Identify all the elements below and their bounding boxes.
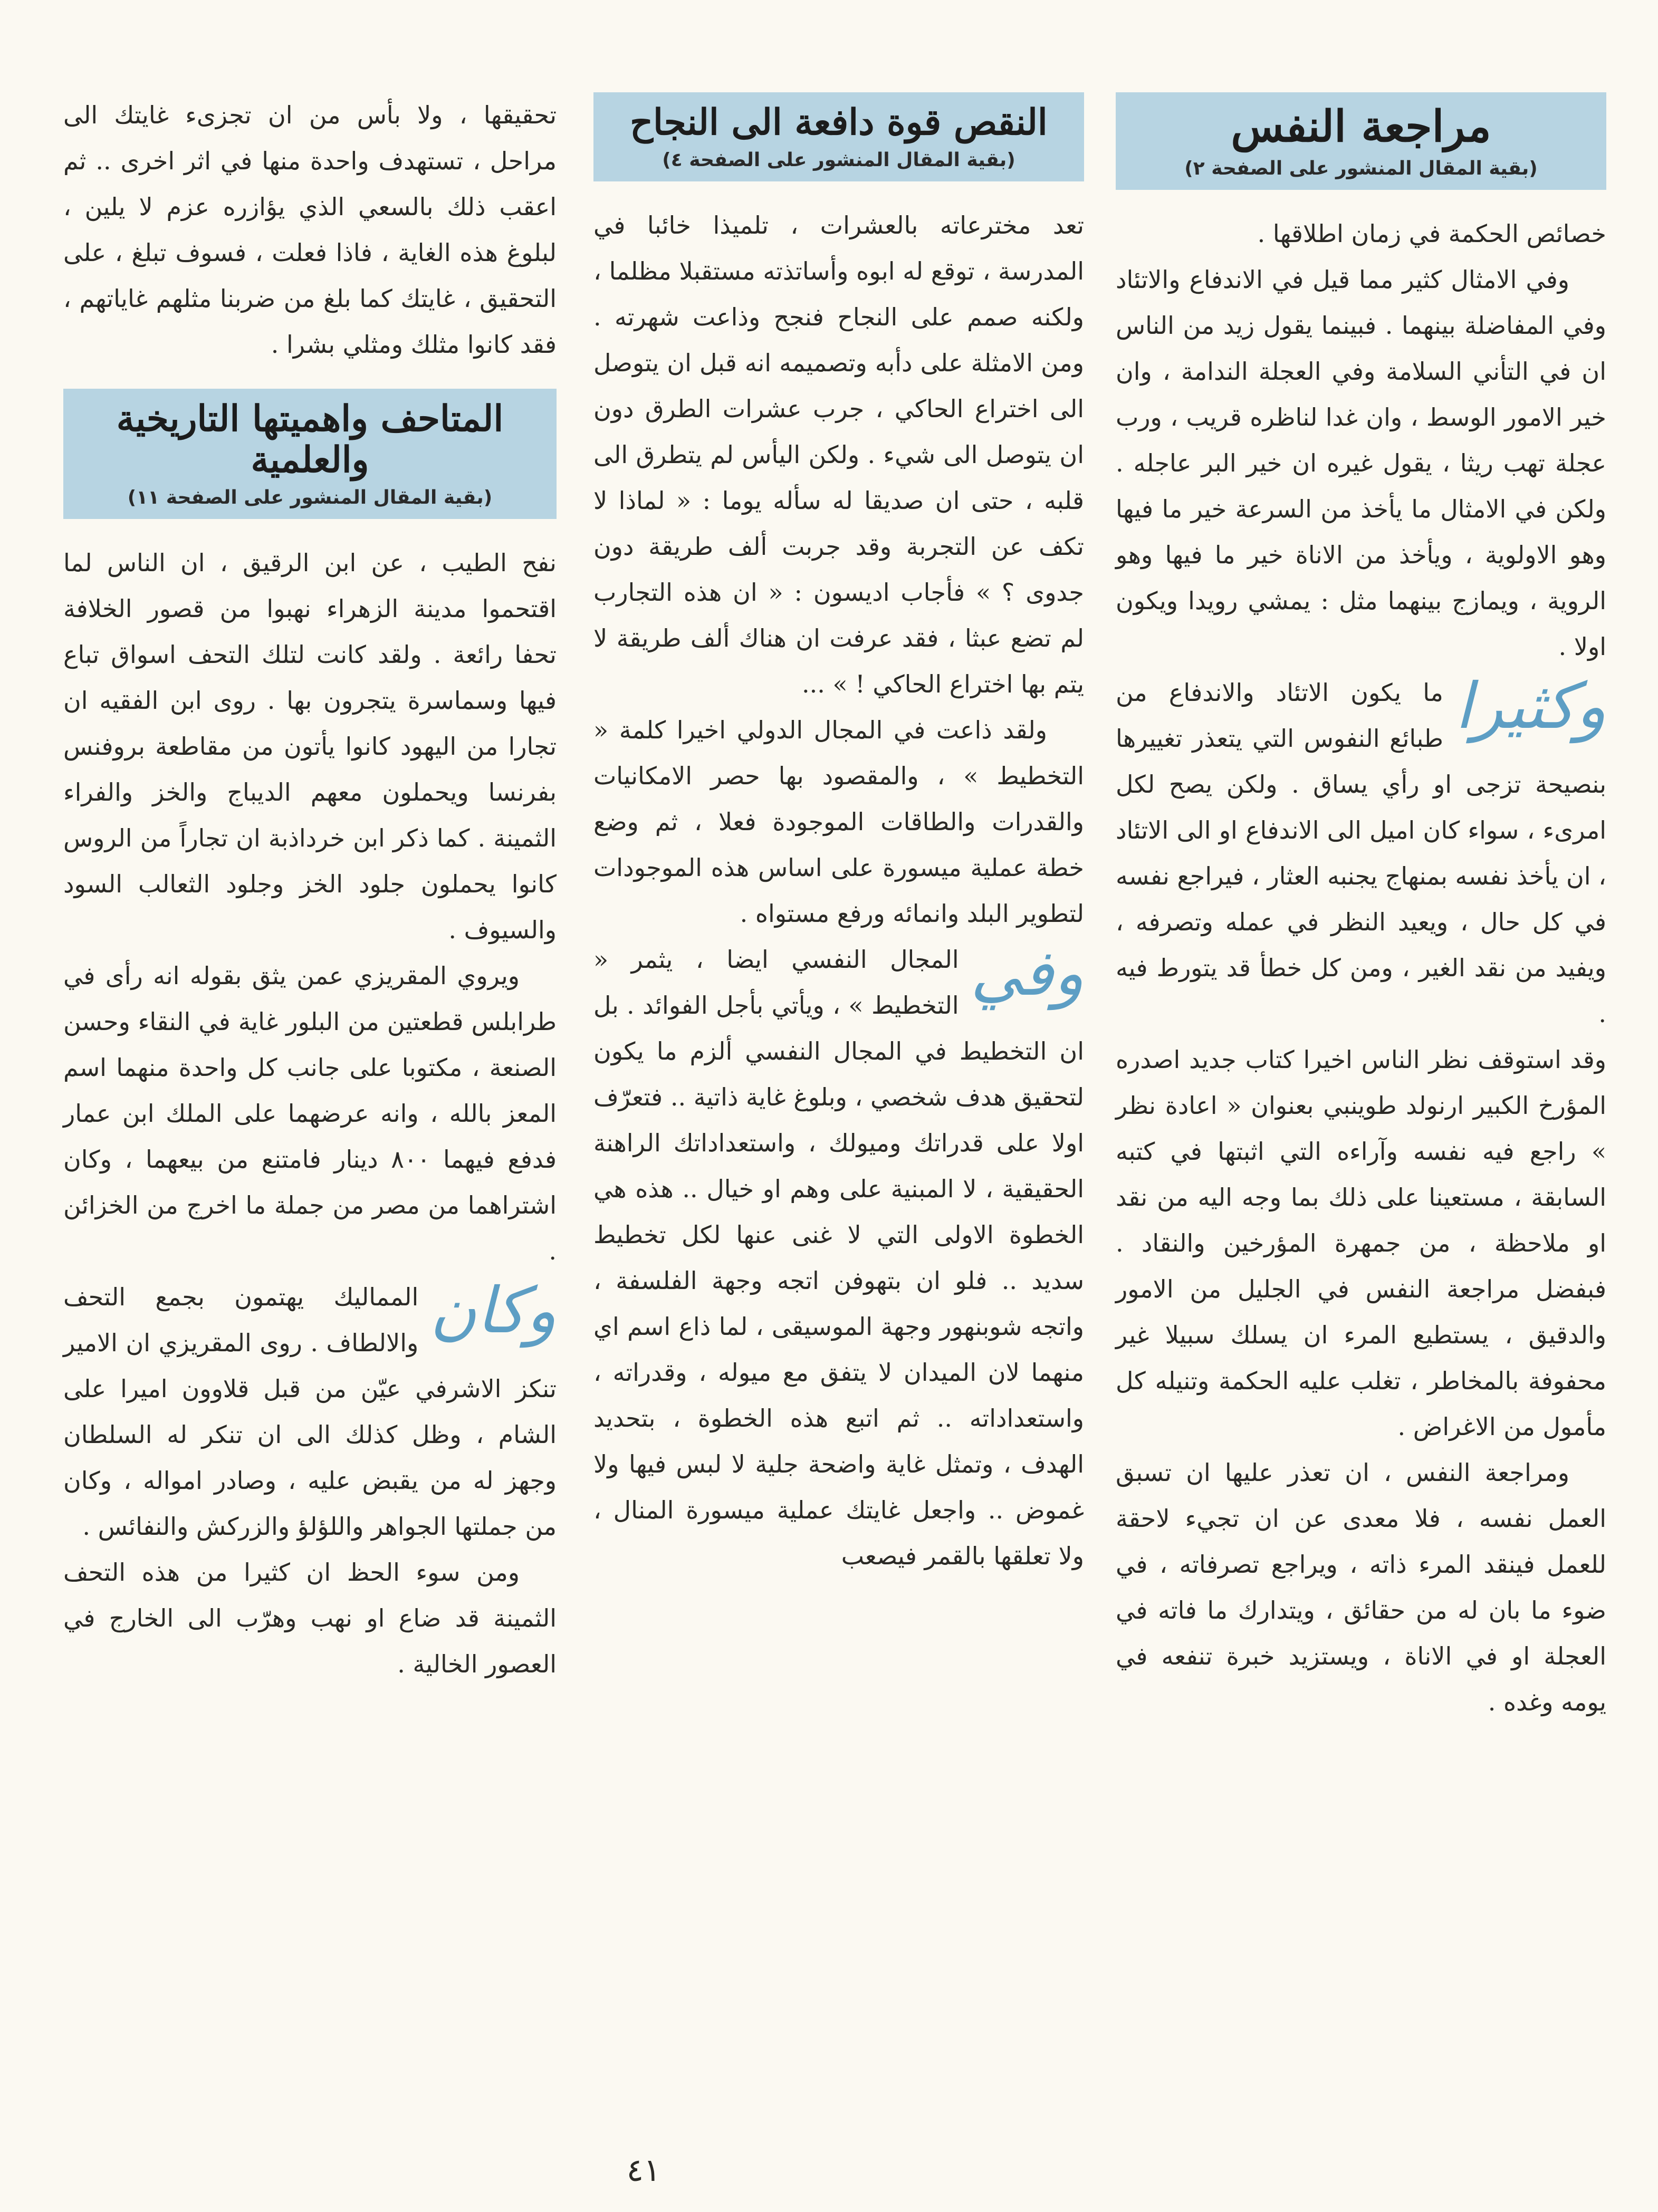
column-middle [593,92,1084,2133]
paragraph: ومن سوء الحظ ان كثيرا من هذه التحف الثمينة قد ضاع او نهب وهرّب الى الخارج في العصور الخالية . [63,1558,557,1679]
column-right [1116,92,1606,2133]
paragraph-with-drop-word [1116,670,1606,1037]
paragraph: ومراجعة النفس ، ان تعذر عليها ان تسبق العمل نفسه ، فلا معدى عن ان تجيء لاحقة للعمل فينقد المرء ذاته ، ويراجع تصرفاته ، في ضوء ما بان له من حقائق ، ويتدارك ما فاته في العجلة او في الاناة ، ويستزيد خبرة تنفعه في يومه وغده . [1116,1458,1606,1717]
paragraph: وفي الامثال كثير مما قيل في الاندفاع والاتئاد وفي المفاضلة بينهما . فبينما يقول زيد من الناس ان في التأني السلامة وفي العجلة الندامة ، وان خير الامور الوسط ، وان غدا لناظره قريب ، ورب عجلة تهب ريثا ، يقول غيره ان خير البر عاجله . ولكن في الامثال ما يأخذ من السرعة خير ما فيها وهو الاولوية ، ويأخذ من الاناة خير ما فيها وهو الروية ، ويمازج بينهما مثل : يمشي رويدا ويكون اولا . [1116,265,1606,661]
decorative-initial-word: وفي [970,937,1084,1011]
decorative-initial-word: وكان [430,1274,557,1348]
decorative-initial-word: وكثيرا [1454,670,1606,744]
paragraph-text: المماليك يهتمون بجمع التحف والالطاف . روى المقريزي ان الامير تنكز الاشرفي عيّن من قبل قلاوون اميرا على الشام ، وظل كذلك الى ان تنكر له السلطان وجهز له من يقبض عليه ، وصادر امواله ، وكان من جملتها الجواهر واللؤلؤ والزركش والنفائس . [63,1283,557,1541]
paragraph-with-drop-word [593,937,1084,1579]
paragraph: خصائص الحكمة في زمان اطلاقها . [1257,219,1606,248]
paragraph-text: المجال النفسي ايضا ، يثمر « التخطيط » ، ويأتي بأجل الفوائد . بل ان التخطيط في المجال النفسي ألزم ما يكون لتحقيق هدف شخصي ، وبلوغ غاية ذاتية .. فتعرّف اولا على قدراتك وميولك ، واستعداداتك الراهنة الحقيقية ، لا المبنية على وهم او خيال .. هذه هي الخطوة الاولى التي لا غنى عنها لكل تخطيط سديد .. فلو ان بتهوفن اتجه وجهة الفلسفة ، واتجه شوبنهور وجهة الموسيقى ، لما ذاع اسم اي منهما لان الميدان لا يتفق مع ميوله ، وقدراته ، واستعداداته .. ثم اتبع هذه الخطوة ، بتحديد الهدف ، وتمثل غاية واضحة جلية لا لبس فيها ولا غموض .. واجعل غايتك عملية ميسورة المنال ، ولا تعلقها بالقمر فيصعب [593,945,1084,1571]
article-title: مراجعة النفس [1231,101,1491,152]
paragraph-text: ما يكون الاتئاد والاندفاع من طبائع النفوس التي يتعذر تغييرها بنصيحة تزجى او رأي يساق . ولكن يصح لكل امرىء ، سواء كان اميل الى الاندفاع او الى الاتئاد ، ان يأخذ نفسه بمنهاج يجنبه العثار ، فيراجع نفسه في كل حال ، ويعيد النظر في عمله وتصرفه ، ويفيد من نقد الغير ، ومن كل خطأ قد يتورط فيه . [1116,678,1607,1028]
article-continuation-note: (بقية المقال المنشور على الصفحة ١١) [127,487,493,509]
article-title: النقص قوة دافعة الى النجاح [630,101,1048,143]
paragraph: تعد مخترعاته بالعشرات ، تلميذا خائبا في المدرسة ، توقع له ابوه وأساتذته مستقبلا مظلما ، ولكنه صمم على النجاح فنجح وذاعت شهرته . ومن الامثلة على دأبه وتصميمه انه قبل ان يتوصل الى اختراع الحاكي ، جرب عشرات الطرق دون ان يتوصل الى شيء . ولكن اليأس لم يتطرق الى قلبه ، حتى ان صديقا له سأله يوما : « لماذا لا تكف عن التجربة وقد جربت ألف طريقة دون جدوى ؟ » فأجاب اديسون : « ان هذه التجارب لم تضع عبثا ، فقد عرفت ان هناك ألف طريقة لا يتم بها اختراع الحاكي ! » ... [593,211,1084,699]
paragraph-with-drop-word [63,1274,557,1550]
article-header-review [1116,92,1606,190]
column-left [63,92,557,2133]
paragraph: وقد استوقف نظر الناس اخيرا كتاب جديد اصدره المؤرخ الكبير ارنولد طوينبي بعنوان « اعادة نظر » راجع فيه نفسه وآراءه التي اثبتها في كتبه السابقة ، مستعينا على ذلك بما وجه اليه من نقد او ملاحظة ، من جمهرة المؤرخين والنقاد . فبفضل مراجعة النفس في الجليل من الامور والدقيق ، يستطيع المرء ان يسلك سبيلا غير محفوفة بالمخاطر ، تغلب عليه الحكمة وتنيله كل مأمول من الاغراض . [1116,1045,1606,1441]
page-number: ٤١ [626,2152,661,2189]
article-continuation-note: (بقية المقال المنشور على الصفحة ٢) [1184,158,1538,180]
article-continuation-note: (بقية المقال المنشور على الصفحة ٤) [662,149,1015,171]
article-header-museums [63,389,557,519]
paragraph: ولقد ذاعت في المجال الدولي اخيرا كلمة « التخطيط » ، والمقصود بها حصر الامكانيات والقدرات والطاقات الموجودة فعلا ، ثم وضع خطة عملية ميسورة على اساس هذه الموجودات لتطوير البلد وانمائه ورفع مستواه . [593,716,1084,928]
paragraph: نفح الطيب ، عن ابن الرقيق ، ان الناس لما اقتحموا مدينة الزهراء نهبوا من قصور الخلافة تحفا رائعة . ولقد كانت لتلك التحف اسواق تباع فيها وسماسرة يتجرون بها . روى ابن الفقيه ان تجارا من اليهود كانوا يأتون من مقاطعة بروفنس بفرنسا ويحملون معهم الديباج والخز والفراء الثمينة . كما ذكر ابن خرداذبة ان تجاراً من الروس كانوا يحملون جلود الخز وجلود الثعالب السود والسيوف . [63,549,557,945]
article-title: المتاحف واهميتها التاريخية والعلمية [116,398,504,482]
paragraph: تحقيقها ، ولا بأس من ان تجزىء غايتك الى مراحل ، تستهدف واحدة منها في اثر اخرى .. ثم اعقب ذلك بالسعي الذي يؤازره عزم لا يلين ، لبلوغ هذه الغاية ، فاذا فعلت ، فسوف تبلغ ، على التحقيق ، غايتك كما بلغ من ضربنا مثلهم غاياتهم ، فقد كانوا مثلك ومثلي بشرا . [63,101,557,359]
article-header-deficiency [593,92,1084,181]
paragraph: ويروي المقريزي عمن يثق بقوله انه رأى في طرابلس قطعتين من البلور غاية في النقاء وحسن الصنعة ، مكتوبا على جانب كل واحدة منهما اسم المعز بالله ، وانه عرضهما على الملك ابن عمار فدفع فيهما ٨٠٠ دينار فامتنع من بيعهما ، وكان اشتراهما من مصر من جملة ما اخرج من الخزائن . [63,961,557,1266]
